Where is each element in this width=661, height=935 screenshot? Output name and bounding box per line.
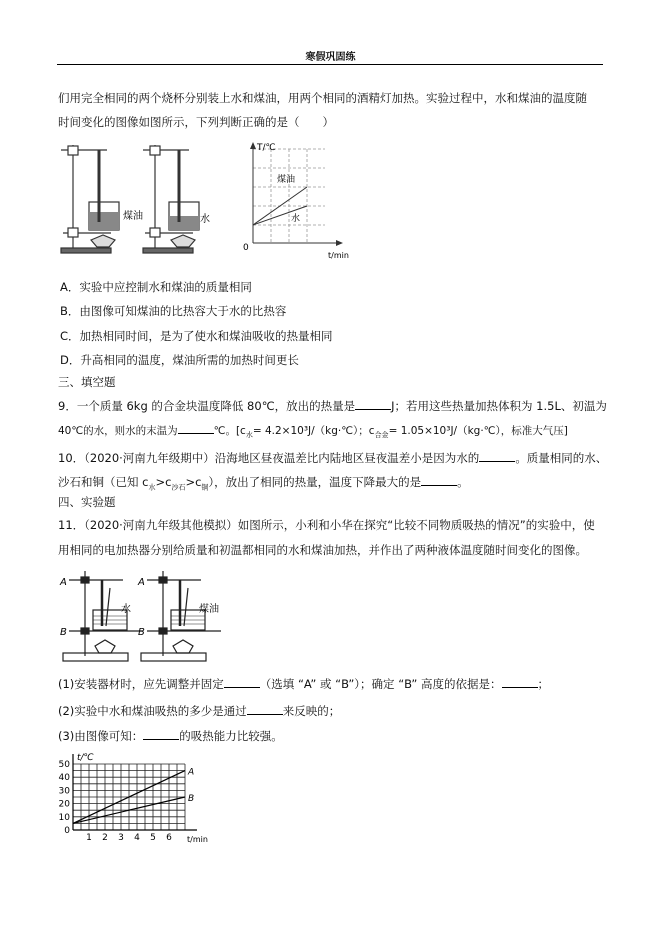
kerosene-label: 煤油 <box>123 211 143 222</box>
q10-text: 沙石和铜（已知 c <box>58 475 149 489</box>
q11-text: (1)安装器材时，应先调整并固定 <box>58 677 224 691</box>
q10-text: >c <box>185 475 202 489</box>
y-axis-label: t/℃ <box>77 753 94 763</box>
q10-text: ），放出了相同的热量，温度下降最大的是 <box>208 475 422 489</box>
q8-option-a[interactable]: A．实验中应控制水和煤油的质量相同 <box>60 280 252 294</box>
series-label-A: A <box>188 767 195 778</box>
q11-sub3 <box>58 728 283 743</box>
q11-blank-2[interactable] <box>502 676 538 688</box>
q10-text: >c <box>155 475 172 489</box>
y-tick-label: 30 <box>58 786 70 797</box>
q11-text: 的吸热能力比较强。 <box>179 729 283 743</box>
x-tick-label: 5 <box>150 833 156 843</box>
q11-text: ； <box>537 677 550 691</box>
q8-text-line1: 们用完全相同的两个烧杯分别装上水和煤油，用两个相同的酒精灯加热。实验过程中，水和煤油的温度随 <box>58 91 587 105</box>
q8-temperature-graph <box>235 140 365 265</box>
subscript: 铜 <box>201 483 209 492</box>
q9-line2 <box>58 422 568 442</box>
subscript: 水 <box>245 431 253 440</box>
q10-line1 <box>58 450 607 465</box>
q9-text: 9．一个质量 6kg 的合金块温度降低 80℃，放出的热量是 <box>58 399 356 413</box>
q9-line1 <box>58 398 607 413</box>
q9-blank-1[interactable] <box>355 398 391 410</box>
section-experiment-heading: 四、实验题 <box>58 495 116 509</box>
x-axis-label: t/min <box>187 835 208 844</box>
section-fill-in-heading: 三、填空题 <box>58 375 116 389</box>
header-divider <box>57 64 603 65</box>
q8-option-d[interactable]: D．升高相同的温度，煤油所需的加热时间更长 <box>60 353 299 367</box>
clamp-a-label: A <box>60 577 67 588</box>
q11-text: (3)由图像可知： <box>58 729 144 743</box>
q11-line1: 11．（2020·河南九年级其他模拟）如图所示，小利和小华在探究“比较不同物质吸热的情况”的实验中，使 <box>58 518 595 532</box>
x-tick-label: 1 <box>86 833 92 843</box>
kerosene-label: 煤油 <box>199 604 219 615</box>
q10-text: 。 <box>457 475 469 489</box>
x-tick-label: 3 <box>118 833 124 843</box>
clamp-a-label: A <box>138 577 145 588</box>
q11-text: (2)实验中水和煤油吸热的多少是通过 <box>58 704 247 718</box>
water-label: 水 <box>200 214 210 225</box>
x-tick-label: 2 <box>102 833 108 843</box>
x-tick-label: 6 <box>166 833 172 843</box>
q10-blank-2[interactable] <box>421 474 457 486</box>
q11-blank-3[interactable] <box>247 703 283 715</box>
q10-text: 10．（2020·河南九年级期中）沿海地区昼夜温差比内陆地区昼夜温差小是因为水的 <box>58 451 480 465</box>
y-tick-label: 0 <box>64 826 70 836</box>
series-label-B: B <box>188 794 195 804</box>
q11-temperature-chart <box>50 750 220 850</box>
y-tick-label: 20 <box>58 799 70 810</box>
q11-blank-4[interactable] <box>143 728 179 740</box>
q9-text: = 1.05×10³J/（kg·℃），标准大气压] <box>388 425 568 437</box>
q11-text: （选填 “A” 或 “B”）；确定 “B” 高度的依据是： <box>259 677 502 691</box>
x-tick-label: 4 <box>134 833 140 843</box>
subscript: 沙石 <box>171 483 186 492</box>
q10-line2 <box>58 474 469 494</box>
x-axis-label: t/min <box>328 251 349 260</box>
y-axis-label: T/℃ <box>257 143 276 153</box>
q11-apparatus-figure <box>55 568 245 666</box>
y-tick-label: 40 <box>58 773 70 784</box>
q9-text: ℃。[c <box>213 425 246 437</box>
q8-apparatus-figure <box>55 140 225 260</box>
q9-text: J；若用这些热量加热体积为 1.5L、初温为 <box>391 399 607 413</box>
kerosene-line-label: 煤油 <box>277 175 296 185</box>
q11-sub1 <box>58 676 549 691</box>
water-label: 水 <box>121 604 131 615</box>
y-tick-label: 50 <box>58 760 70 770</box>
water-line-label: 水 <box>291 214 301 224</box>
page-header-title: 寒假巩固练 <box>305 52 356 63</box>
origin-label: 0 <box>243 243 249 253</box>
q11-blank-1[interactable] <box>224 676 260 688</box>
q11-line2: 用相同的电加热器分别给质量和初温都相同的水和煤油加热，并作出了两种液体温度随时间变化的图像。 <box>58 543 587 557</box>
q9-text: = 4.2×10³J/（kg·℃）；c <box>252 425 375 437</box>
subscript: 水 <box>148 483 156 492</box>
q10-blank-1[interactable] <box>479 450 515 462</box>
subscript: 合金 <box>374 431 389 440</box>
q8-option-b[interactable]: B．由图像可知煤油的比热容大于水的比热容 <box>60 304 287 318</box>
clamp-b-label: B <box>138 627 145 638</box>
q8-option-c[interactable]: C．加热相同时间，是为了使水和煤油吸收的热量相同 <box>60 329 333 343</box>
q10-text: 。质量相同的水、 <box>515 451 608 465</box>
clamp-b-label: B <box>60 627 67 638</box>
q11-sub2 <box>58 703 340 718</box>
q11-text: 来反映的； <box>282 704 341 718</box>
y-tick-label: 10 <box>58 812 70 823</box>
q9-text: 40℃的水，则水的末温为 <box>58 425 178 437</box>
q9-blank-2[interactable] <box>178 422 214 434</box>
q8-text-line2: 时间变化的图像如图所示，下列判断正确的是（ ） <box>58 115 334 129</box>
